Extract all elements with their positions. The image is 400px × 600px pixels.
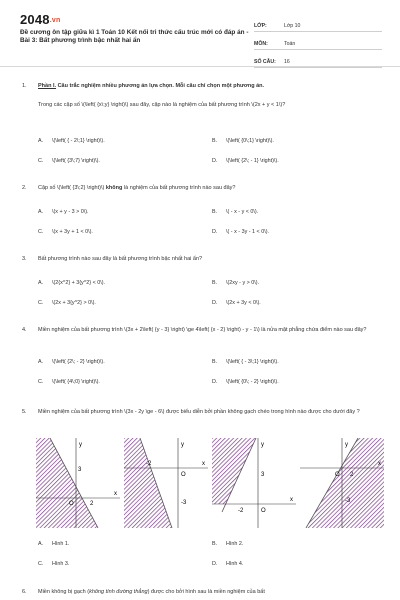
question-number: 5. <box>22 409 27 415</box>
hatched-region <box>124 438 172 528</box>
option-label: D. <box>212 561 218 567</box>
option-4d[interactable] <box>212 379 279 385</box>
option-label: C. <box>38 229 44 235</box>
question-text: Trong các cặp số \(\left( {x\;y} \right)\) sau đây, cặp nào là nghiệm của bất phương trình \(2x + y < 1\)? <box>38 102 286 108</box>
question-text-part: là nghiệm của bất phương trình nào sau đây? <box>122 185 236 191</box>
option-text: \( - x - y < 0\). <box>226 209 259 215</box>
question-text-part: Cặp số \(\left( {3\;2} \right)\) <box>38 185 106 191</box>
option-label: B. <box>212 209 218 215</box>
question-text-emphasis: không <box>105 185 123 191</box>
option-label: A. <box>38 541 44 547</box>
option-1d[interactable] <box>212 158 279 164</box>
question-text: Miền nghiệm của bất phương trình \(3x - 2y \ge - 6\) được biểu diễn bởi phần không gạch chéo trong hình nào được cho dưới đây ? <box>38 409 360 415</box>
option-text: \(\left( { - 2\;1} \right)\). <box>52 138 105 144</box>
question-text <box>38 588 378 596</box>
question-4 <box>22 326 382 344</box>
option-3a[interactable] <box>38 280 105 286</box>
meta-key: SỐ CÂU: <box>254 59 276 65</box>
hatched-region <box>212 438 256 504</box>
option-3b[interactable] <box>212 280 259 286</box>
meta-key: LỚP: <box>254 23 267 29</box>
question-number: 1. <box>22 83 27 89</box>
figure-4-graph <box>300 438 384 528</box>
figure-4 <box>300 438 384 528</box>
option-text: Hình 3. <box>52 561 70 567</box>
question-6 <box>22 588 382 598</box>
option-text: \(x + y - 3 > 0\). <box>52 209 89 215</box>
y-axis-label: y <box>181 442 184 448</box>
figure-2 <box>124 438 208 528</box>
figure-1-graph <box>36 438 120 528</box>
option-label: B. <box>212 541 218 547</box>
option-4c[interactable] <box>38 379 100 385</box>
option-4b[interactable] <box>212 359 279 365</box>
origin-label: O <box>335 472 340 478</box>
question-3 <box>22 255 382 265</box>
option-text: \(2{x^2} + 3{y^2} < 0\). <box>52 280 106 286</box>
figure-1 <box>36 438 120 528</box>
y-axis-label: y <box>261 442 264 448</box>
option-label: A. <box>38 280 44 286</box>
question-number: 4. <box>22 327 27 333</box>
document-meta <box>254 14 382 68</box>
logo-text: 2048 <box>20 12 50 27</box>
x-intercept-label: 2 <box>350 472 354 478</box>
meta-row-count <box>254 50 382 68</box>
option-label: B. <box>212 280 218 286</box>
option-3d[interactable] <box>212 300 261 306</box>
option-label: D. <box>212 379 218 385</box>
question-5 <box>22 408 382 426</box>
part-instruction: Câu trắc nghiệm nhiều phương án lựa chọn. Mỗi câu chỉ chọn một phương án. <box>57 83 265 89</box>
x-axis-label: x <box>290 497 293 503</box>
option-2b[interactable] <box>212 209 258 215</box>
option-text: \(2x + 3y < 0\). <box>226 300 261 306</box>
option-5d[interactable] <box>212 561 243 567</box>
option-label: B. <box>212 138 218 144</box>
document-header <box>0 0 400 67</box>
y-intercept-label: 3 <box>78 467 82 473</box>
x-intercept-label: -2 <box>238 508 244 514</box>
part-heading <box>38 82 378 90</box>
option-text: \( - x - 3y - 1 < 0\). <box>226 229 269 235</box>
option-text: \(\left( {3\;7} \right)\). <box>52 158 100 164</box>
x-axis-label: x <box>114 491 117 497</box>
y-axis-label: y <box>345 442 348 448</box>
option-2c[interactable] <box>38 229 93 235</box>
option-label: C. <box>38 158 44 164</box>
figure-row <box>36 438 386 528</box>
question-text <box>38 184 378 192</box>
question-number: 2. <box>22 185 27 191</box>
question-number: 3. <box>22 256 27 262</box>
meta-key: MÔN: <box>254 41 268 47</box>
question-number: 6. <box>22 589 27 595</box>
figure-3 <box>212 438 296 528</box>
option-label: C. <box>38 300 44 306</box>
option-text: \(\left( {0\;1} \right)\). <box>226 138 274 144</box>
option-1b[interactable] <box>212 138 274 144</box>
option-label: C. <box>38 561 44 567</box>
option-text: Hình 4. <box>226 561 244 567</box>
question-text: Bất phương trình nào sau đây là bất phương trình bậc nhất hai ẩn? <box>38 256 203 262</box>
option-text: \(\left( {2\; - 1} \right)\). <box>226 158 279 164</box>
option-5b[interactable] <box>212 541 243 547</box>
question-2 <box>22 184 382 194</box>
origin-label: O <box>69 501 74 507</box>
option-label: A. <box>38 359 44 365</box>
y-intercept-label: -3 <box>345 498 351 504</box>
option-text: Hình 1. <box>52 541 70 547</box>
x-intercept-label: 2 <box>90 501 94 507</box>
option-4a[interactable] <box>38 359 105 365</box>
option-2d[interactable] <box>212 229 269 235</box>
question-text-part: ) được cho bởi hình sau là miền nghiệm của bất <box>147 589 265 595</box>
question-text-italic: không tính đường thẳng <box>89 589 148 595</box>
option-2a[interactable] <box>38 209 89 215</box>
option-text: \(\left( {4\;0} \right)\). <box>52 379 100 385</box>
option-label: D. <box>212 229 218 235</box>
y-intercept-label: 3 <box>261 472 265 478</box>
figure-2-graph <box>124 438 208 528</box>
option-text: \(\left( {2\; - 2} \right)\). <box>52 359 105 365</box>
option-5a[interactable] <box>38 541 69 547</box>
origin-label: O <box>261 508 266 514</box>
option-label: D. <box>212 158 218 164</box>
option-label: A. <box>38 138 44 144</box>
option-label: D. <box>212 300 218 306</box>
x-axis-label: x <box>202 461 205 467</box>
option-5c[interactable] <box>38 561 69 567</box>
y-axis-label: y <box>79 442 82 448</box>
option-text: \(\left( { - 3\;1} \right)\). <box>226 359 279 365</box>
option-text: \(\left( {0\; - 2} \right)\). <box>226 379 279 385</box>
option-text: \(2xy - y > 0\). <box>226 280 260 286</box>
question-text: Miền nghiệm của bất phương trình \(3x + 2\left( {y - 3} \right) \ge 4\left( {x - 2} \right) - y - 1\) là nửa mặt phẳng chứa điểm nào sau đây? <box>38 327 367 333</box>
x-intercept-label: -2 <box>146 461 152 467</box>
meta-row-class <box>254 14 382 32</box>
option-3c[interactable] <box>38 300 96 306</box>
option-text: \(2x + 3{y^2} > 0\). <box>52 300 96 306</box>
option-label: C. <box>38 379 44 385</box>
part-label: Phần I. <box>38 83 57 89</box>
option-text: Hình 2. <box>226 541 244 547</box>
meta-value: Toán <box>284 41 296 47</box>
y-intercept-label: -3 <box>181 500 187 506</box>
x-axis-label: x <box>378 461 381 467</box>
meta-value: Lớp 10 <box>284 23 301 29</box>
option-label: A. <box>38 209 44 215</box>
site-logo[interactable] <box>20 12 60 27</box>
meta-value: 16 <box>284 59 290 65</box>
document-title: Đề cương ôn tập giữa kì 1 Toán 10 Kết nối tri thức cấu trúc mới có đáp án - Bài 3: Bất phương trình bậc nhất hai ẩn <box>20 29 249 45</box>
option-label: B. <box>212 359 218 365</box>
meta-row-subject <box>254 32 382 50</box>
hatched-region <box>306 438 384 528</box>
figure-3-graph <box>212 438 296 528</box>
origin-label: O <box>181 472 186 478</box>
question-text-part: Miền không bị gạch ( <box>38 589 90 595</box>
hatched-region <box>36 438 98 528</box>
option-1a[interactable] <box>38 138 105 144</box>
logo-suffix: .vn <box>49 17 61 25</box>
option-1c[interactable] <box>38 158 100 164</box>
option-text: \(x + 3y + 1 < 0\). <box>52 229 93 235</box>
question-1 <box>22 82 382 122</box>
